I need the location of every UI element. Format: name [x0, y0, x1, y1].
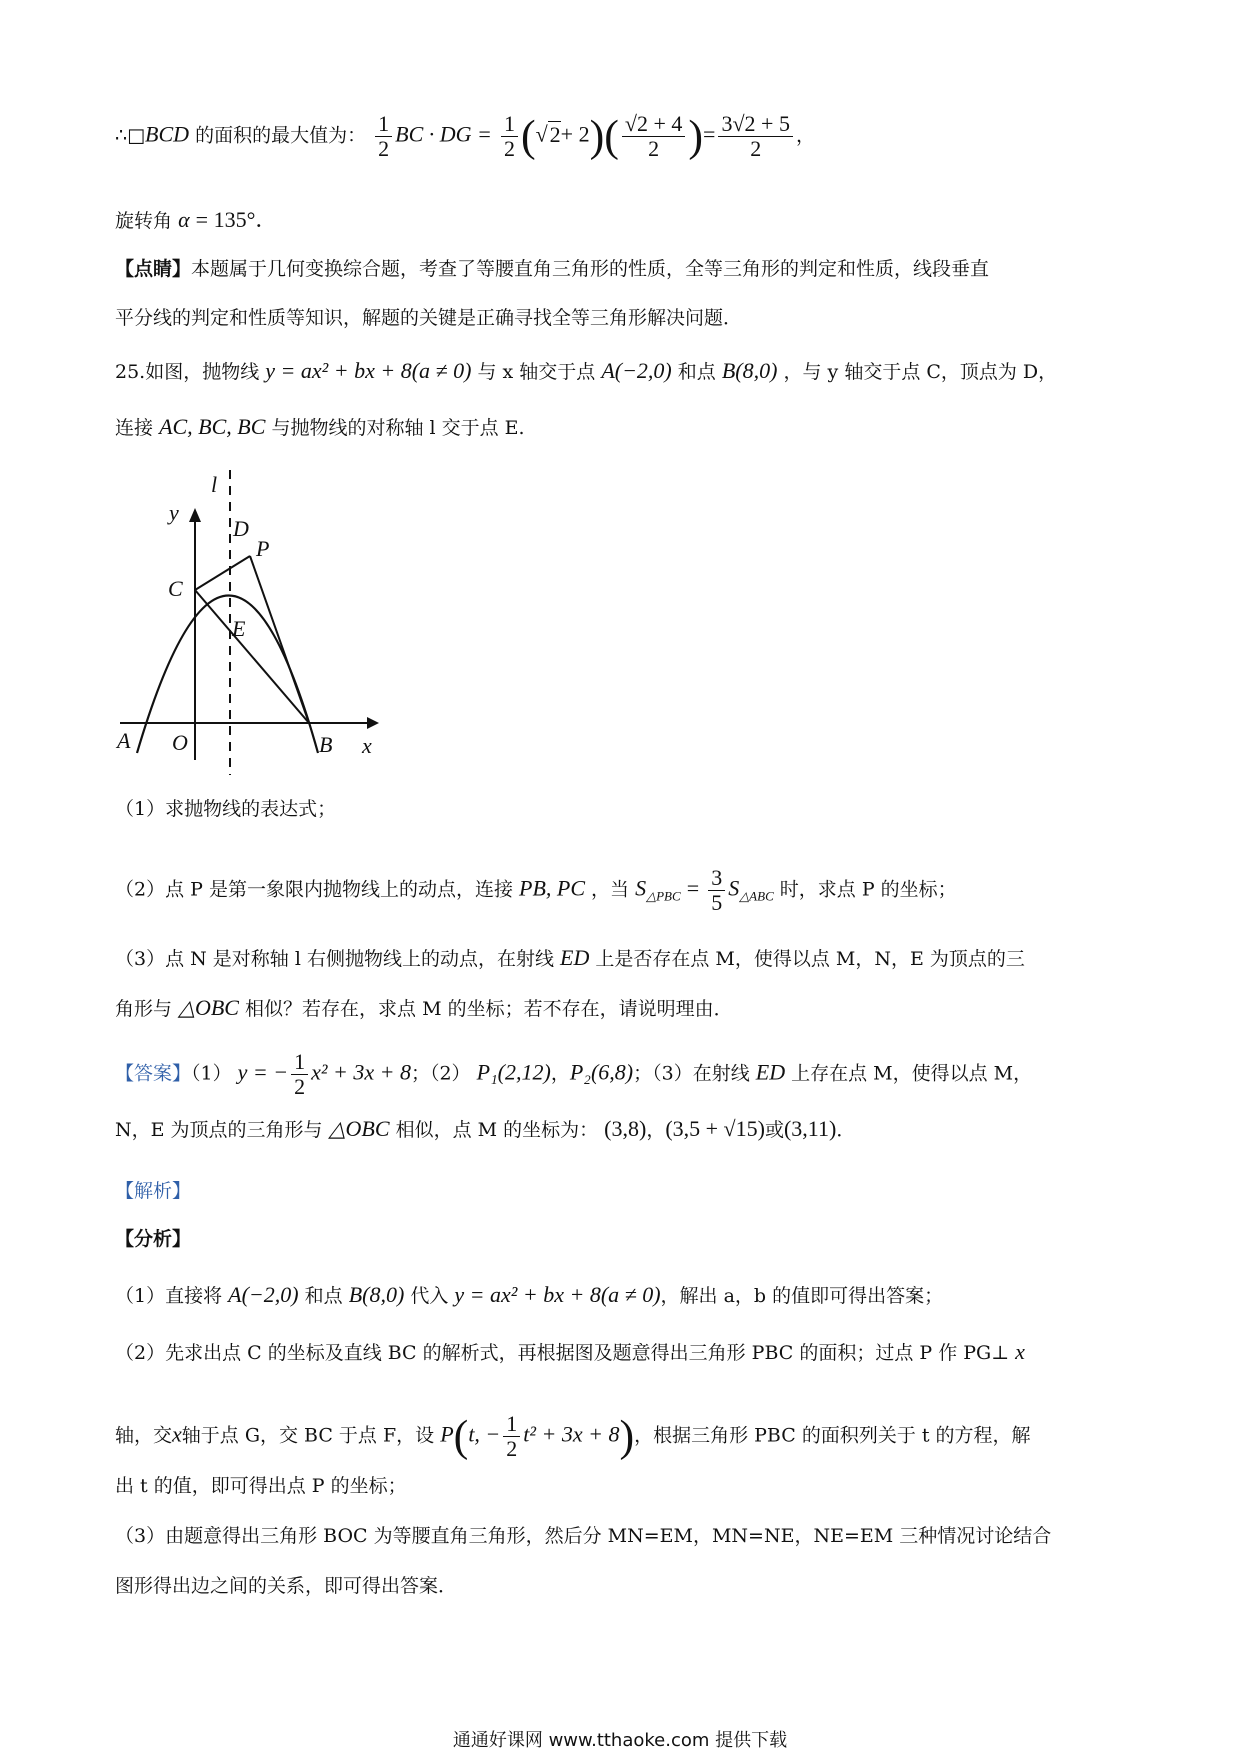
- triangle-obc: △OBC: [178, 995, 239, 1020]
- solution-tag-line: [115, 1178, 191, 1204]
- analysis-line-4: 出 t 的值，即可得出点 P 的坐标；: [115, 1475, 407, 1497]
- triangle-bcd: BCD: [145, 121, 190, 147]
- fraction-three-fifths: $\frac{3}{5}$: [708, 866, 725, 915]
- label-d: D: [233, 516, 249, 541]
- parabola-equation: y = ax² + bx + 8(a ≠ 0): [265, 358, 472, 383]
- analysis-line-3: 轴，交x轴于点 G，交 BC 于点 F，设 P(t, − $\frac{1}{2}$ t² + 3x + 8)，根据三角形 PBC 的面积列关于 t 的方程，解: [115, 1411, 1031, 1461]
- x-axis-arrow: [367, 717, 379, 729]
- alpha-symbol: α: [178, 207, 190, 232]
- sub-question-2: （2）点 P 是第一象限内抛物线上的动点，连接 PB, PC ，当 $S_{\triangle PBC}$ = $\frac{3}{5}$ $S_{\triangle ABC}$ 时，求点 P 的坐标；: [115, 865, 957, 915]
- label-x: x: [362, 733, 372, 758]
- max-area-text: 的面积的最大值为：: [195, 124, 367, 147]
- parabola-figure: [115, 470, 395, 780]
- y-axis-arrow: [189, 508, 201, 522]
- label-o: O: [172, 730, 188, 755]
- fraction-sqrt2-plus4: $\frac{√2 + 4}{2}$: [622, 112, 685, 161]
- segments-ac-bc: AC, BC, BC: [159, 414, 266, 439]
- answer-p2: P₂(6,8): [569, 1059, 634, 1085]
- analysis-tag: 【分析】: [115, 1228, 192, 1250]
- fraction-half-2: $\frac{1}{2}$: [501, 112, 518, 161]
- label-c: C: [168, 576, 183, 601]
- answer-line-2: N，E 为顶点的三角形与 △OBC 相似，点 M 的坐标为： (3,8)，(3,5 + √15)或(3,11)．: [115, 1116, 856, 1141]
- sub-question-3-line-1: （3）点 N 是对称轴 l 右侧抛物线上的动点，在射线 ED 上是否存在点 M，使得以点 M，N，E 为顶点的三: [115, 945, 1025, 970]
- answer-parabola: x² + 3x + 8: [311, 1059, 411, 1085]
- segment-pb: [250, 556, 309, 723]
- label-p: P: [256, 536, 270, 561]
- bc-dg-expr: BC · DG =: [395, 121, 492, 147]
- point-a-coords: A(−2,0): [601, 358, 672, 383]
- label-y: y: [169, 500, 179, 525]
- segments-pb-pc: PB, PC: [519, 875, 585, 901]
- fraction-result: $\frac{3√2 + 5}{2}$: [718, 112, 792, 161]
- therefore-symbol: ∴: [115, 124, 128, 147]
- rotation-angle-line: 旋转角 α = 135°．: [115, 207, 278, 232]
- label-b: B: [319, 732, 333, 757]
- sqrt-two: 2: [549, 121, 561, 147]
- analysis-line-6: 图形得出边之间的关系，即可得出答案．: [115, 1575, 458, 1597]
- fraction-analysis-half: $\frac{1}{2}$: [503, 1412, 520, 1461]
- label-l: l: [211, 472, 218, 497]
- sub-question-1: （1）求抛物线的表达式；: [115, 798, 337, 820]
- label-e: E: [232, 616, 246, 641]
- triangle-placeholder-glyph: □: [127, 124, 146, 147]
- analysis-line-2: （2）先求出点 C 的坐标及直线 BC 的解析式，再根据图及题意得出三角形 PBC 的面积；过点 P 作 PG⊥ x: [115, 1339, 1025, 1364]
- question-25-line-1: 25.如图，抛物线 y = ax² + bx + 8(a ≠ 0) 与 x 轴交于点 A(−2,0) 和点 B(8,0) ，与 y 轴交于点 C，顶点为 D，: [115, 358, 1058, 383]
- analysis-line-5: （3）由题意得出三角形 BOC 为等腰直角三角形，然后分 MN=EM，MN=NE，NE=EM 三种情况讨论结合: [115, 1525, 1052, 1547]
- max-area-line: ∴□BCD 的面积的最大值为： $\frac{1}{2}$ BC · DG = $\frac{1}{2}$ (√2+ 2)( $\frac{√2 + 4}{2}$ )= $\frac{3√2 + 5}{2}$ ，: [115, 111, 815, 161]
- analysis-tag-line: [115, 1226, 191, 1252]
- page-footer: 通通好课网 www.tthaoke.com 提供下载: [452, 1730, 788, 1751]
- review-tag: 【点睛】: [115, 258, 192, 280]
- answer-m1: (3,8): [604, 1116, 647, 1141]
- solution-tag: 【解析】: [115, 1180, 192, 1202]
- answer-p1: P₁(2,12): [476, 1059, 551, 1085]
- review-line-2: 平分线的判定和性质等知识，解题的关键是正确寻找全等三角形解决问题．: [115, 307, 743, 329]
- answer-line-1: 【答案】（1） y = − $\frac{1}{2}$ x² + 3x + 8；（2） P₁(2,12)，P₂(6,8)；（3）在射线 ED 上存在点 M，使得以点 M，: [115, 1049, 1033, 1099]
- answer-m2: (3,5 + √15): [665, 1116, 765, 1141]
- answer-tag: 【答案】: [115, 1062, 192, 1085]
- review-line-1: 【点睛】本题属于几何变换综合题，考查了等腰直角三角形的性质，全等三角形的判定和性质，线段垂直: [115, 258, 990, 280]
- answer-m3: (3,11): [783, 1116, 837, 1141]
- label-a: A: [117, 728, 131, 753]
- fraction-half-1: $\frac{1}{2}$: [375, 112, 392, 161]
- question-25-line-2: 连接 AC, BC, BC 与抛物线的对称轴 l 交于点 E.: [115, 414, 525, 439]
- point-b-coords: B(8,0): [721, 358, 778, 383]
- fraction-answer-half: $\frac{1}{2}$: [291, 1050, 308, 1099]
- ray-ed: ED: [560, 945, 590, 970]
- segment-cp: [195, 556, 250, 590]
- sub-question-3-line-2: 角形与 △OBC 相似？若存在，求点 M 的坐标；若不存在，请说明理由．: [115, 995, 733, 1020]
- analysis-line-1: （1）直接将 A(−2,0) 和点 B(8,0) 代入 y = ax² + bx + 8(a ≠ 0)，解出 a，b 的值即可得出答案；: [115, 1282, 944, 1307]
- segment-cb: [195, 590, 309, 723]
